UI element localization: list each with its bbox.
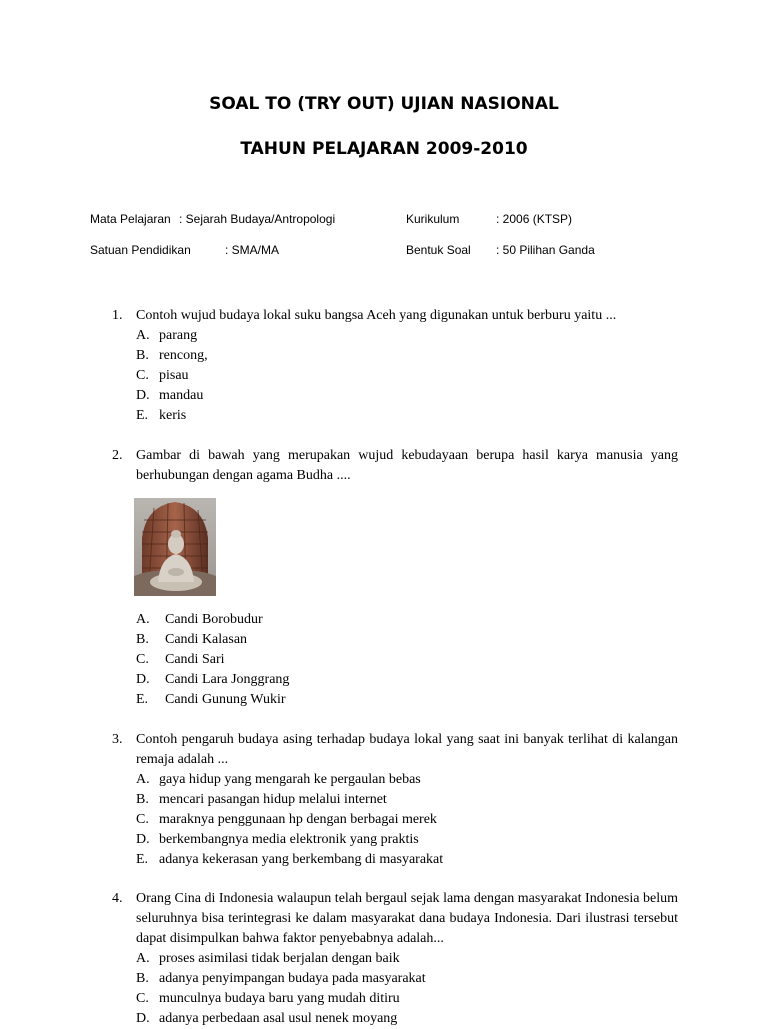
option-letter: D.: [136, 388, 150, 403]
option-letter: D.: [136, 672, 150, 687]
option-text: parang: [159, 328, 198, 343]
option-text: pisau: [159, 368, 189, 383]
option-letter: E.: [136, 692, 149, 707]
option-b: [136, 630, 678, 650]
option-letter: A.: [136, 772, 150, 787]
option-d: [136, 1009, 678, 1029]
question-number: 1.: [112, 308, 123, 323]
question-number: 4.: [112, 891, 123, 906]
option-d: [136, 386, 678, 406]
options-list: [136, 770, 678, 870]
question-text: Contoh wujud budaya lokal suku bangsa Aceh yang digunakan untuk berburu yaitu ...: [136, 308, 617, 323]
options-list: [136, 949, 678, 1029]
option-letter: D.: [136, 832, 150, 847]
option-letter: D.: [136, 1011, 150, 1026]
document-title: SOAL TO (TRY OUT) UJIAN NASIONAL: [209, 94, 559, 114]
option-a: [136, 949, 678, 969]
option-text: Candi Kalasan: [165, 632, 248, 647]
option-e: [136, 406, 678, 426]
option-text: Candi Borobudur: [165, 612, 263, 627]
option-text: munculnya budaya baru yang mudah ditiru: [159, 991, 400, 1006]
option-letter: A.: [136, 951, 150, 966]
option-text: rencong,: [159, 348, 208, 363]
option-c: [136, 366, 678, 386]
question-text: Gambar di bawah yang merupakan wujud kebudayaan berupa hasil karya manusia yang berhubungan dengan agama Budha ....: [136, 448, 678, 483]
option-text: berkembangnya media elektronik yang praktis: [159, 832, 419, 847]
question-3: [112, 730, 678, 870]
question-text: Orang Cina di Indonesia walaupun telah bergaul sejak lama dengan masyarakat Indonesia belum seluruhnya bisa terintegrasi ke dalam masyarakat dana budaya Indonesia. Dari ilustrasi tersebut dapat disimpulkan bahwa faktor penyebabnya adalah...: [136, 891, 678, 946]
question-2: [112, 446, 678, 486]
option-letter: C.: [136, 991, 149, 1006]
options-list: [136, 326, 678, 426]
question-text: Contoh pengaruh budaya asing terhadap budaya lokal yang saat ini banyak terlihat di kalangan remaja adalah ...: [136, 732, 678, 767]
kurikulum-label: Kurikulum: [406, 212, 460, 226]
option-a: [136, 326, 678, 346]
mata-pelajaran-label: Mata Pelajaran: [90, 212, 171, 226]
option-e: [136, 690, 678, 710]
question-number: 3.: [112, 732, 123, 747]
option-text: Candi Lara Jonggrang: [165, 672, 290, 687]
option-c: [136, 650, 678, 670]
option-text: mandau: [159, 388, 204, 403]
option-letter: B.: [136, 971, 149, 986]
option-letter: B.: [136, 792, 149, 807]
option-letter: A.: [136, 328, 150, 343]
option-text: proses asimilasi tidak berjalan dengan baik: [159, 951, 400, 966]
option-c: [136, 989, 678, 1009]
satuan-pendidikan-value: : SMA/MA: [225, 243, 280, 257]
option-b: [136, 969, 678, 989]
option-letter: C.: [136, 652, 149, 667]
kurikulum-value: : 2006 (KTSP): [496, 212, 573, 226]
option-text: adanya penyimpangan budaya pada masyarakat: [159, 971, 426, 986]
option-letter: E.: [136, 408, 149, 423]
option-letter: C.: [136, 368, 149, 383]
bentuk-soal-value: : 50 Pilihan Ganda: [496, 243, 595, 257]
option-d: [136, 670, 678, 690]
option-text: Candi Sari: [165, 652, 225, 667]
option-text: keris: [159, 408, 187, 423]
option-a: [136, 610, 678, 630]
option-text: mencari pasangan hidup melalui internet: [159, 792, 387, 807]
option-text: adanya kekerasan yang berkembang di masyarakat: [159, 852, 444, 867]
mata-pelajaran-value: : Sejarah Budaya/Antropologi: [179, 212, 336, 226]
option-b: [136, 790, 678, 810]
question-2-options: [112, 610, 678, 710]
option-letter: B.: [136, 632, 149, 647]
option-letter: A.: [136, 612, 150, 627]
option-text: maraknya penggunaan hp dengan berbagai merek: [159, 812, 437, 827]
option-text: gaya hidup yang mengarah ke pergaulan bebas: [159, 772, 421, 787]
bentuk-soal-label: Bentuk Soal: [406, 243, 471, 257]
option-e: [136, 850, 678, 870]
option-letter: C.: [136, 812, 149, 827]
question-4: [112, 889, 678, 1029]
question-number: 2.: [112, 448, 123, 463]
option-b: [136, 346, 678, 366]
option-text: adanya perbedaan asal usul nenek moyang: [159, 1011, 398, 1026]
option-text: Candi Gunung Wukir: [165, 692, 286, 707]
option-letter: E.: [136, 852, 149, 867]
option-d: [136, 830, 678, 850]
buddha-statue-image: [134, 498, 216, 596]
options-list: [136, 610, 678, 710]
question-1: [112, 306, 678, 426]
satuan-pendidikan-label: Satuan Pendidikan: [90, 243, 191, 257]
option-letter: B.: [136, 348, 149, 363]
option-c: [136, 810, 678, 830]
option-a: [136, 770, 678, 790]
document-subtitle: TAHUN PELAJARAN 2009-2010: [240, 139, 528, 159]
